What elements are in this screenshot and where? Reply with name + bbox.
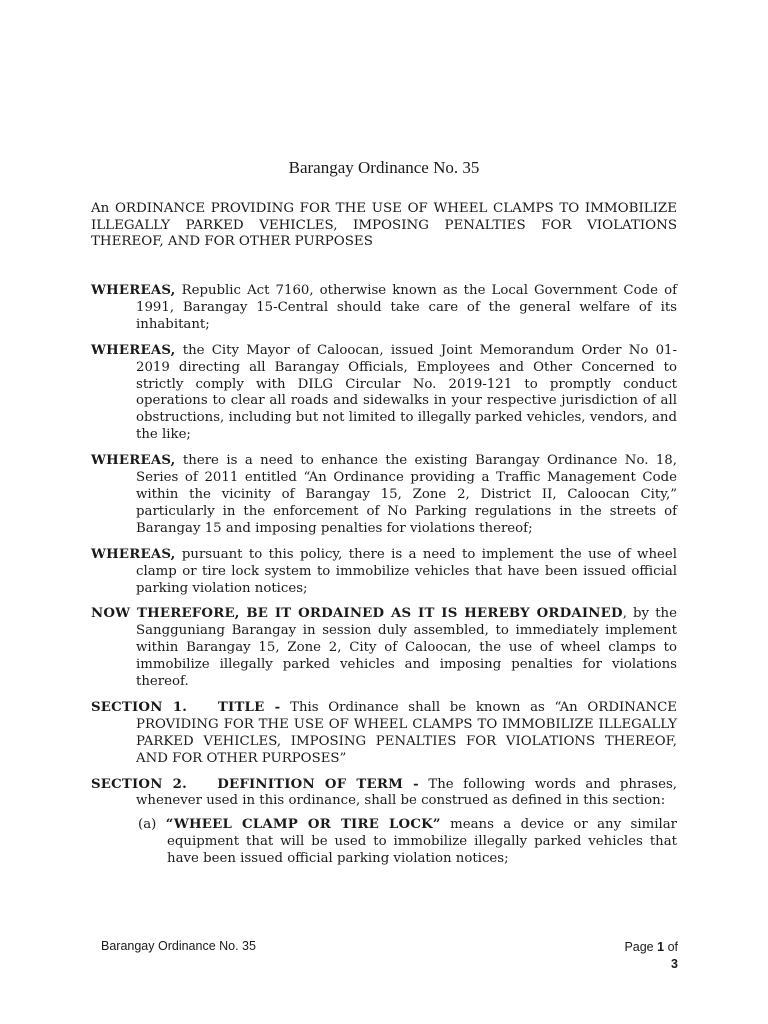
document-subtitle: An ORDINANCE PROVIDING FOR THE USE OF WHEEL CLAMPS TO IMMOBILIZE ILLEGALLY PARKED VEHICLES, IMPOSING PENALTIES FOR VIOLATIONS THEREOF, AND FOR OTHER PURPOSES: [91, 201, 677, 249]
paragraph-text: pursuant to this policy, there is a need to implement the use of wheel clamp or tire lock system to immobilize vehicles that have been issued official parking violation notices;: [136, 546, 677, 596]
page-of-label: of: [667, 940, 678, 954]
paragraph-label: WHEREAS,: [91, 283, 176, 298]
paragraph-text: This Ordinance shall be known as “An ORDINANCE PROVIDING FOR THE USE OF WHEEL CLAMPS TO IMMOBILIZE ILLEGALLY PARKED VEHICLES, IMPOSING PENALTIES FOR VIOLATIONS THEREOF, AND FOR OTHER PURPOSES”: [136, 699, 677, 766]
paragraph-label: WHEREAS,: [91, 453, 176, 469]
item-marker: (a): [138, 817, 157, 833]
document-body: [91, 283, 677, 868]
total-pages: 3: [671, 957, 678, 971]
paragraph-label: NOW THEREFORE, BE IT ORDAINED AS IT IS HEREBY ORDAINED: [91, 606, 623, 622]
current-page: 1: [657, 940, 665, 954]
page-label: Page: [624, 940, 654, 954]
document-title: Barangay Ordinance No. 35: [288, 158, 480, 177]
paragraph-label: SECTION 2. DEFINITION OF TERM -: [91, 776, 419, 792]
section-1-paragraph: [91, 700, 677, 768]
paragraph-text: there is a need to enhance the existing Barangay Ordinance No. 18, Series of 2011 entitled “An Ordinance providing a Traffic Management Code within the vicinity of Barangay 15, Zone 2, District II, Caloocan City,” particularly in the enforcement of No Parking regulations in the streets of Barangay 15 and imposing penalties for violations thereof;: [136, 453, 677, 536]
paragraph-label: SECTION 1. TITLE -: [91, 699, 281, 715]
paragraph-text: the City Mayor of Caloocan, issued Joint Memorandum Order No 01-2019 directing all Barangay Officials, Employees and Other Concerned to strictly comply with DILG Circular No. 2019-121 to promptly conduct operations to clear all roads and sidewalks in your respective jurisdiction of all obstructions, including but not limited to illegally parked vehicles, vendors, and the like;: [136, 342, 677, 443]
definition-text: means a device or any similar equipment that will be used to immobilize illegally parked vehicles that have been issued official parking violation notices;: [167, 817, 677, 867]
defined-term: “WHEEL CLAMP OR TIRE LOCK”: [165, 817, 441, 833]
ordained-paragraph: [91, 606, 677, 691]
paragraph-label: WHEREAS,: [91, 546, 176, 562]
paragraph-label: WHEREAS,: [91, 342, 176, 358]
definition-item-a: [91, 817, 677, 868]
footer-document-title: Barangay Ordinance No. 35: [101, 939, 256, 953]
footer-page-number: [618, 939, 678, 973]
whereas-paragraph-3: [91, 453, 677, 538]
whereas-paragraph-2: [91, 343, 677, 444]
paragraph-text: The following words and phrases, whenever used in this ordinance, shall be construed as defined in this section:: [136, 776, 677, 809]
whereas-paragraph-4: [91, 547, 677, 598]
paragraph-text: Republic Act 7160, otherwise known as the Local Government Code of 1991, Barangay 15-Central should take care of the general welfare of its inhabitant;: [136, 283, 677, 332]
paragraph-text: , by the Sangguniang Barangay in session duly assembled, to immediately implement within Barangay 15, Zone 2, City of Caloocan, the use of wheel clamps to immobilize illegally parked vehicles and imposing penalties for violations thereof.: [136, 606, 677, 690]
whereas-paragraph-1: [91, 283, 677, 334]
section-2-paragraph: [91, 777, 677, 811]
